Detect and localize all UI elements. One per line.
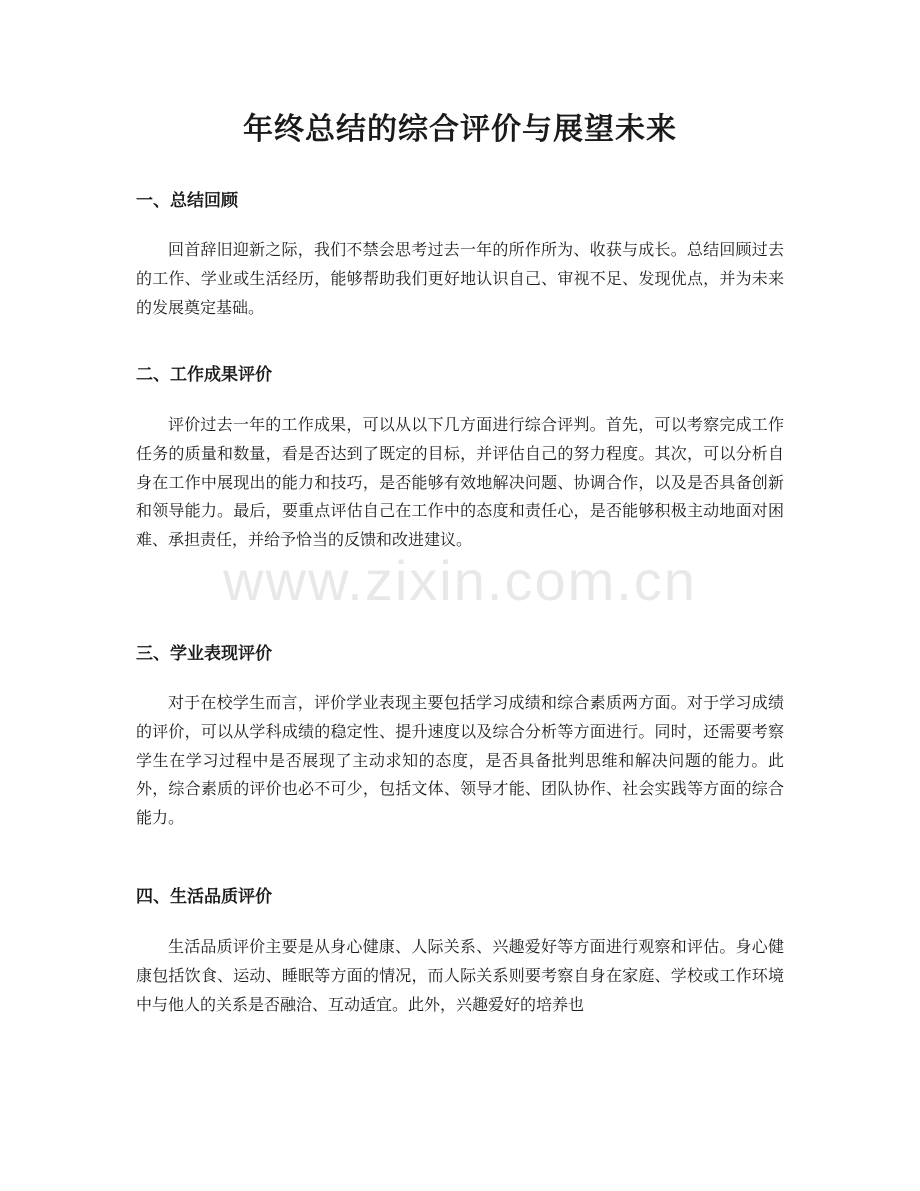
section-heading-review: 一、总结回顾 — [136, 191, 238, 211]
section-paragraph-study: 对于在校学生而言，评价学业表现主要包括学习成绩和综合素质两方面。对于学习成绩的评价，可以从学科成绩的稳定性、提升速度以及综合分析等方面进行。同时，还需要考察学生在学习过程中是否展现了主动求知的态度，是否具备批判思维和解决问题的能力。此外，综合素质的评价也必不可少，包括文体、领导才能、团队协作、社会实践等方面的综合能力。 — [136, 693, 784, 828]
page-title: 年终总结的综合评价与展望未来 — [243, 112, 677, 147]
section-heading-life: 四、生活品质评价 — [136, 887, 272, 907]
section-heading-work: 二、工作成果评价 — [136, 365, 272, 385]
section-heading-study: 三、学业表现评价 — [136, 644, 272, 664]
section-paragraph-life: 生活品质评价主要是从身心健康、人际关系、兴趣爱好等方面进行观察和评估。身心健康包括饮食、运动、睡眠等方面的情况，而人际关系则要考察自身在家庭、学校或工作环境中与他人的关系是否融洽、互动适宜。此外，兴趣爱好的培养也 — [136, 937, 784, 1014]
section-paragraph-work: 评价过去一年的工作成果，可以从以下几方面进行综合评判。首先，可以考察完成工作任务的质量和数量，看是否达到了既定的目标，并评估自己的努力程度。其次，可以分析自身在工作中展现出的能力和技巧，是否能够有效地解决问题、协调合作，以及是否具备创新和领导能力。最后，要重点评估自己在工作中的态度和责任心，是否能够积极主动地面对困难、承担责任，并给予恰当的反馈和改进建议。 — [136, 415, 784, 550]
section-paragraph-review: 回首辞旧迎新之际，我们不禁会思考过去一年的所作所为、收获与成长。总结回顾过去的工作、学业或生活经历，能够帮助我们更好地认识自己、审视不足、发现优点，并为未来的发展奠定基础。 — [136, 240, 784, 317]
watermark: www.zixin.com.cn — [223, 549, 697, 612]
